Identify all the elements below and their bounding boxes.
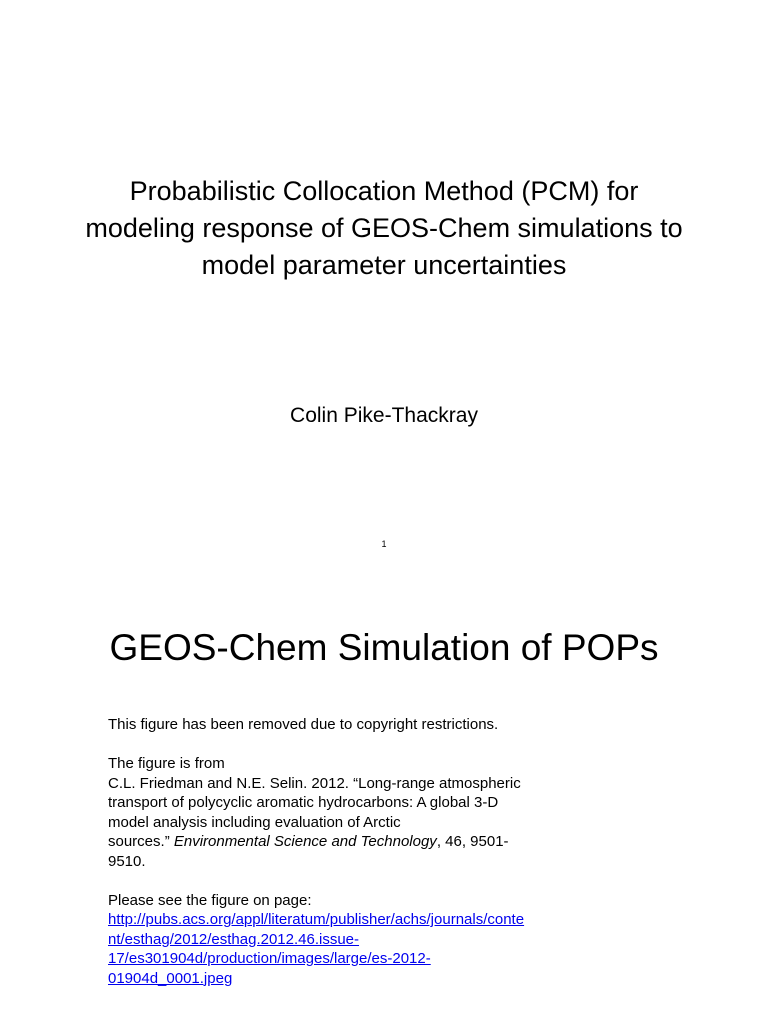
figure-link-line: http://pubs.acs.org/appl/literatum/publisher/achs/journals/conte	[108, 911, 525, 928]
journal-name: Environmental Science and Technology	[173, 833, 437, 850]
page-number: 1	[381, 539, 387, 549]
copyright-notice	[108, 715, 608, 988]
figure-source-label: The figure is from	[108, 755, 225, 772]
see-figure-label: Please see the figure on page:	[108, 891, 312, 909]
citation	[108, 774, 608, 872]
citation-line: transport of polycyclic aromatic hydrocarbons: A global 3-D	[108, 794, 499, 811]
figure-link-line: 17/es301904d/production/images/large/es-2012-	[108, 950, 431, 967]
spacer	[108, 735, 608, 755]
citation-line: model analysis including evaluation of Arctic	[108, 813, 401, 831]
section-title: GEOS-Chem Simulation of POPs	[109, 627, 659, 668]
slide-title	[20, 173, 748, 284]
citation-line: C.L. Friedman and N.E. Selin. 2012. “Long-range atmospheric	[108, 774, 521, 792]
removed-notice: This figure has been removed due to copyright restrictions.	[108, 716, 499, 733]
slide-title-line: Probabilistic Collocation Method (PCM) for	[129, 176, 639, 206]
spacer	[108, 871, 608, 891]
slide-title-line: modeling response of GEOS-Chem simulations to	[85, 213, 683, 243]
figure-link-line: 01904d_0001.jpeg	[108, 969, 233, 987]
author-name: Colin Pike-Thackray	[290, 404, 478, 427]
citation-line	[108, 832, 608, 852]
slide-title-line: model parameter uncertainties	[201, 250, 567, 280]
citation-text: sources.”	[108, 833, 174, 850]
figure-link-line: nt/esthag/2012/esthag.2012.46.issue-	[108, 930, 360, 948]
figure-link[interactable]	[108, 910, 608, 988]
citation-line: 9510.	[108, 852, 146, 870]
citation-text: , 46, 9501-	[436, 833, 509, 850]
